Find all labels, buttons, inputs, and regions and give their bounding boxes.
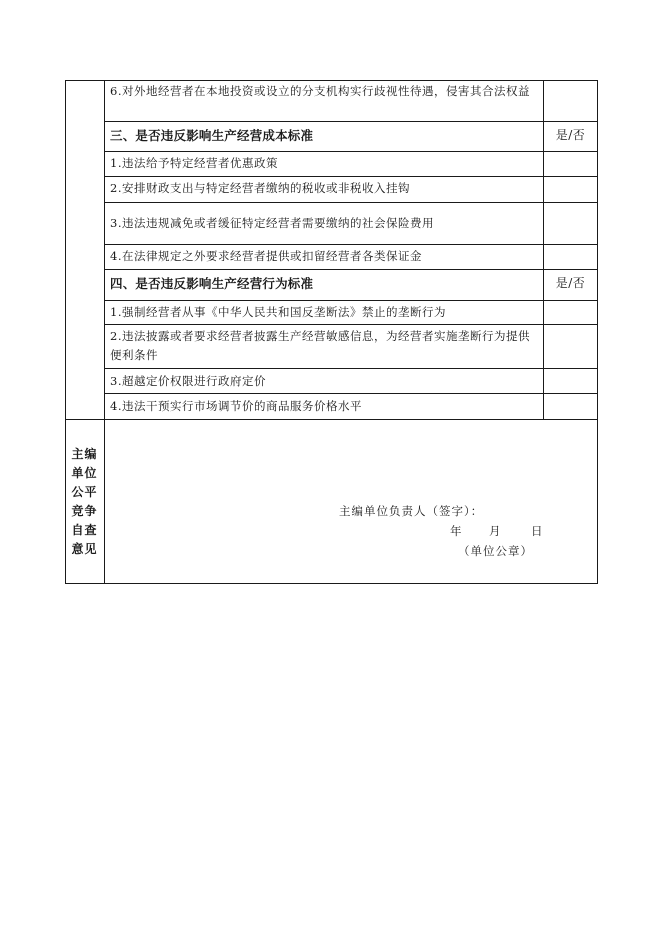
table-row: 4.在法律规定之外要求经营者提供或扣留经营者各类保证金 bbox=[110, 249, 422, 263]
row-line bbox=[104, 176, 598, 177]
opinion-label-line: 意见 bbox=[71, 541, 98, 556]
row-line bbox=[104, 300, 598, 301]
table-row: 4.违法干预实行市场调节价的商品服务价格水平 bbox=[110, 399, 362, 413]
row-line bbox=[104, 244, 598, 245]
date-day: 日 bbox=[531, 524, 544, 538]
row-line bbox=[104, 368, 598, 369]
table-border-bottom bbox=[65, 583, 598, 584]
signer-label: 主编单位负责人（签字）： bbox=[339, 504, 484, 518]
opinion-label-line: 单位 bbox=[71, 465, 98, 480]
opinion-label-line: 竞争 bbox=[71, 503, 98, 518]
table-border-right bbox=[597, 80, 598, 584]
yes-no-header: 是/否 bbox=[555, 276, 586, 290]
yes-no-header: 是/否 bbox=[555, 128, 586, 142]
table-row: 3.违法违规减免或者缓征特定经营者需要缴纳的社会保险费用 bbox=[110, 216, 434, 230]
section-heading-behavior: 四、是否违反影响生产经营行为标准 bbox=[110, 276, 314, 291]
row-line bbox=[104, 121, 598, 122]
opinion-label bbox=[65, 419, 104, 584]
table-row: 1.强制经营者从事《中华人民共和国反垄断法》禁止的垄断行为 bbox=[110, 305, 446, 319]
review-table bbox=[65, 80, 598, 584]
row-line bbox=[104, 324, 598, 325]
opinion-label-line: 自查 bbox=[71, 522, 98, 537]
section-heading-cost: 三、是否违反影响生产经营成本标准 bbox=[110, 128, 314, 143]
date-year: 年 bbox=[450, 524, 463, 538]
table-row: 1.违法给予特定经营者优惠政策 bbox=[110, 156, 278, 170]
opinion-label-line: 主编 bbox=[71, 446, 98, 461]
table-row: 3.超越定价权限进行政府定价 bbox=[110, 374, 266, 388]
table-row: 6.对外地经营者在本地投资或设立的分支机构实行歧视性待遇，侵害其合法权益 bbox=[110, 84, 530, 98]
table-row: 2.安排财政支出与特定经营者缴纳的税收或非税收入挂钩 bbox=[110, 181, 410, 195]
table-row: 2.违法披露或者要求经营者披露生产经营敏感信息，为经营者实施垄断行为提供便利条件 bbox=[110, 329, 530, 362]
date-month: 月 bbox=[489, 524, 502, 538]
opinion-label-line: 公平 bbox=[71, 484, 98, 499]
seal-label: （单位公章） bbox=[458, 544, 533, 558]
row-line bbox=[104, 393, 598, 394]
table-border-top bbox=[65, 80, 598, 81]
row-line bbox=[104, 269, 598, 270]
row-line bbox=[65, 419, 598, 420]
row-line bbox=[104, 202, 598, 203]
row-line bbox=[104, 151, 598, 152]
column-divider-left bbox=[104, 80, 105, 584]
